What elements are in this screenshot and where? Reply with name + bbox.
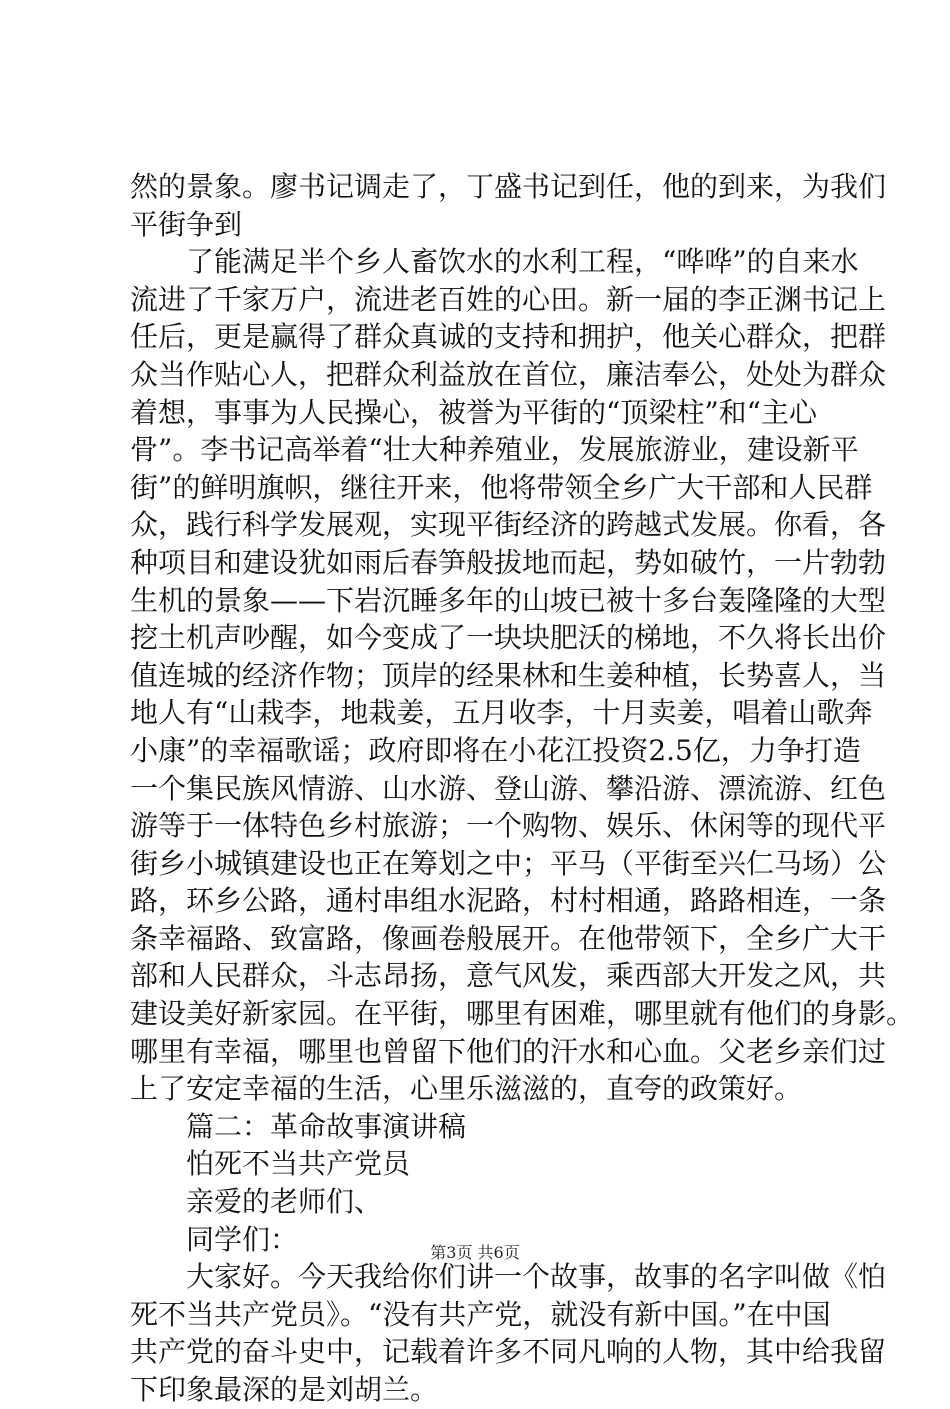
text-line: 游等于一体特色乡村旅游；一个购物、娱乐、休闲等的现代平 <box>130 809 887 843</box>
text-line: 生机的景象——下岩沉睡多年的山坡已被十多台轰隆隆的大型 <box>130 583 887 617</box>
text-line: 建设美好新家园。在平街，哪里有困难，哪里就有他们的身影。 <box>130 997 915 1031</box>
text-line: 哪里有幸福，哪里也曾留下他们的汗水和心血。父老乡亲们过 <box>130 1034 887 1068</box>
text-line: 路，环乡公路，通村串组水泥路，村村相通，路路相连，一条 <box>130 884 887 918</box>
text-line: 一个集民族风情游、山水游、登山游、攀沿游、漂流游、红色 <box>130 771 887 805</box>
text-line: 众当作贴心人，把群众利益放在首位，廉洁奉公，处处为群众 <box>130 357 887 391</box>
salutation-line: 同学们： <box>130 1222 299 1256</box>
text-line: 流进了千家万户，流进老百姓的心田。新一届的李正渊书记上 <box>130 282 887 316</box>
text-line: 种项目和建设犹如雨后春笋般拔地而起，势如破竹，一片勃勃 <box>130 545 887 579</box>
text-line: 骨”。李书记高举着“壮大种养殖业，发展旅游业，建设新平 <box>130 433 859 467</box>
body-text <box>130 168 915 1409</box>
text-line: 小康”的幸福歌谣；政府即将在小花江投资2.5亿，力争打造 <box>130 733 861 767</box>
text-line: 值连城的经济作物；顶岸的经果林和生姜种植，长势喜人，当 <box>130 658 887 692</box>
text-line: 部和人民群众，斗志昂扬，意气风发，乘西部大开发之风，共 <box>130 959 887 993</box>
text-line: 众，践行科学发展观，实现平街经济的跨越式发展。你看，各 <box>130 508 887 542</box>
text-line: 上了安定幸福的生活，心里乐滋滋的，直夸的政策好。 <box>130 1072 803 1106</box>
text-line: 着想，事事为人民操心，被誉为平街的“顶梁柱”和“主心 <box>130 395 817 429</box>
text-line: 条幸福路、致富路，像画卷般展开。在他带领下，全乡广大干 <box>130 921 887 955</box>
section-heading: 篇二：革命故事演讲稿 <box>130 1109 467 1143</box>
page-number-footer: 第3页 共6页 <box>430 1243 520 1262</box>
salutation-line: 亲爱的老师们、 <box>130 1185 383 1219</box>
text-line: 街乡小城镇建设也正在筹划之中；平马（平街至兴仁马场）公 <box>130 846 887 880</box>
text-line: 街”的鲜明旗帜，继往开来，他将带领全乡广大干部和人民群 <box>130 470 873 504</box>
text-line: 挖土机声吵醒，如今变成了一块块肥沃的梯地，不久将长出价 <box>130 621 887 655</box>
text-line: 地人有“山栽李，地栽姜，五月收李，十月卖姜，唱着山歌奔 <box>130 696 873 730</box>
text-line: 平街争到 <box>130 207 243 241</box>
text-line: 共产党的奋斗史中，记载着许多不同凡响的人物，其中给我留 <box>130 1335 887 1369</box>
text-line: 了能满足半个乡人畜饮水的水利工程，“哗哗”的自来水 <box>130 245 859 279</box>
text-line: 下印象最深的是刘胡兰。 <box>130 1373 439 1406</box>
text-line: 死不当共产党员》。“没有共产党，就没有新中国。”在中国 <box>130 1297 831 1331</box>
text-line: 任后，更是赢得了群众真诚的支持和拥护，他关心群众，把群 <box>130 320 887 354</box>
speech-title: 怕死不当共产党员 <box>130 1147 411 1181</box>
text-line: 大家好。今天我给你们讲一个故事，故事的名字叫做《怕 <box>130 1260 887 1294</box>
text-line: 然的景象。廖书记调走了，丁盛书记到任，他的到来，为我们 <box>130 170 887 203</box>
